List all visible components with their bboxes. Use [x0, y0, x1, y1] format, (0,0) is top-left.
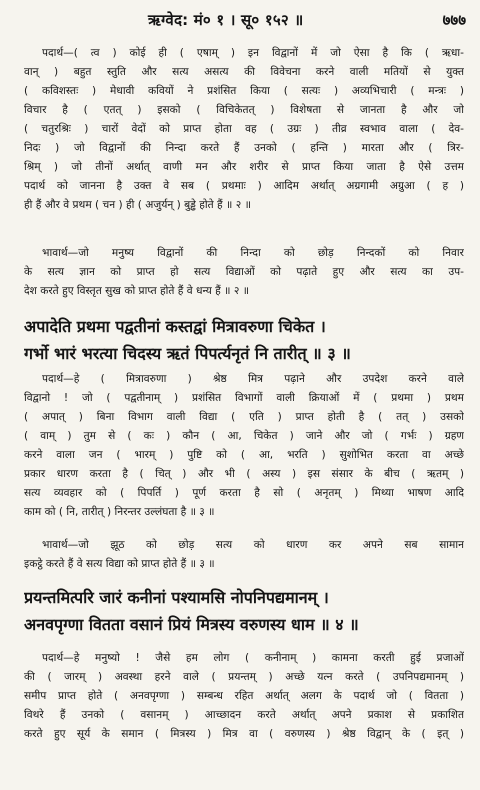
text-line: भावार्थ—जो मनुष्य विद्वानों की निन्दा को छोड़ निन्दकों को निवार [42, 247, 464, 259]
text-line: विद्वानो ! जो ( पद्वतीनाम् ) प्रशंसित विभागों वाली क्रियाओं में ( प्रथमा ) प्रथम [24, 392, 464, 404]
bhavartha-verse-2 [24, 244, 464, 301]
text-line: भावार्थ—जो झूठ को छोड़ सत्य को धारण कर अपने सब सामान [42, 539, 464, 551]
padartha-verse-3 [24, 370, 464, 522]
mantra-line: प्रयन्तमित्परि जारं कनीनां पश्यामसि नोपनिपद्यमानम् । [24, 588, 329, 607]
text-line: ही हैं और वे प्रथम ( चन ) ही ( अजुर्यन् ) बुड्ढे होते हैं ॥ २ ॥ [24, 199, 251, 211]
padartha-verse-4 [24, 649, 464, 744]
text-line: ( चतुरश्रिः ) चारों वेदों को प्राप्त होता वह ( उग्रः ) तीव्र स्वभाव वाला ( देव- [24, 123, 464, 135]
text-line: पदार्थ को जानना है उक्त वे सब ( प्रथमाः ) आदिम अर्थात् अग्रगामी अग्रुआ ( ह ) [24, 180, 464, 192]
text-line: ( वाम् ) तुम से ( कः ) कौन ( आ, चिकेत ) जाने और जो ( गर्भः ) ग्रहण [24, 430, 464, 442]
running-title: ऋग्वेद: मं० १ । सू० १५२ ॥ [148, 11, 304, 29]
padartha-verse-2 [24, 44, 464, 215]
mantra-line: अपादेति प्रथमा पद्वतीनां कस्तद्वां मित्रावरुणा चिकेत । [24, 317, 326, 336]
text-line: पदार्थ—हे ( मित्रावरुणा ) श्रेष्ठ मित्र पढ़ाने और उपदेश करने वाले [42, 373, 464, 385]
text-line: ( अपात् ) बिना विभाग वाली विद्या ( एति ) प्राप्त होती है ( तत् ) उसको [24, 411, 464, 423]
text-line: पदार्थ—( त्व ) कोई ही ( एषाम् ) इन विद्वानों में जो ऐसा है कि ( ऋधा- [42, 47, 464, 59]
text-line: करते हुए सूर्य के समान ( मित्रस्य ) मित्र वा ( वरुणस्य ) श्रेष्ठ विद्वान् के ( इत् ) [24, 728, 464, 740]
text-line: समीप प्राप्त होते ( अनवपृग्णा ) सम्बन्ध रहित अर्थात् अलग के पदार्थ जो ( वितता ) [24, 690, 464, 702]
text-line: श्रिम् ) जो तीनों अर्थात् वाणी मन और शरीर से प्राप्त किया जाता है ऐसे उत्तम [24, 161, 464, 173]
text-line: करने वाला जन ( भारम् ) पुष्टि को ( आ, भरति ) सुशोभित करता वा अच्छे [24, 449, 464, 461]
text-line: सत्य व्यवहार को ( पिपर्ति ) पूर्ण करता है सो ( अनृतम् ) मिथ्या भाषण आदि [24, 487, 464, 499]
text-line: प्रकार धारण करता है ( चित् ) और भी ( अस्य ) इस संसार के बीच ( ऋतम् ) [24, 468, 464, 480]
text-line: विथरे हैं उनको ( वसानम् ) आच्छादन करते अर्थात् अपने प्रकाश से प्रकाशित [24, 709, 464, 721]
page-header [0, 6, 480, 34]
text-line: के सत्य ज्ञान को प्राप्त हो सत्य विद्याओं को पढ़ाते हुए और सत्य का उप- [24, 266, 464, 278]
bhavartha-verse-3 [24, 536, 464, 574]
text-line: की ( जारम् ) अवस्था हरने वाले ( प्रयन्तम् ) अच्छे यत्न करते ( उपनिपद्यमानम् ) [24, 671, 464, 683]
text-line: देश करते हुए विस्तृत सुख को प्राप्त होते हैं वे धन्य हैं ॥ २ ॥ [24, 285, 250, 297]
text-line: विचार है ( एतत् ) इसको ( विचिकेतत् ) विशेषता से जानता है और जो [24, 104, 464, 116]
mantra-verse-3 [24, 313, 464, 367]
text-line: पदार्थ—हे मनुष्यो ! जैसे हम लोग ( कनीनाम् ) कामना करती हुई प्रजाओं [42, 652, 464, 664]
text-line: निदः ) जो विद्वानों की निन्दा करते हैं उनको ( हन्ति ) मारता और ( त्रिर- [24, 142, 464, 154]
page-number: ७७७ [442, 11, 466, 29]
mantra-line: गर्भो भारं भरत्या चिदस्य ऋतं पिपर्त्यनृतं नि तारीत् ॥ ३ ॥ [24, 344, 351, 363]
text-line: वान् ) बहुत स्तुति और सत्य असत्य की विवेचना करने वाली मतियों से युक्त [24, 66, 464, 78]
mantra-verse-4 [24, 584, 464, 638]
mantra-line: अनवपृग्णा वितता वसानं प्रियं मित्रस्य वरुणस्य धाम ॥ ४ ॥ [24, 615, 359, 634]
text-line: ( कविशस्तः ) मेधावी कवियों ने प्रशंसित किया ( सत्यः ) अव्यभिचारी ( मन्त्रः ) [24, 85, 464, 97]
text-line: इकट्ठे करते हैं वे सत्य विद्या को प्राप्त होते हैं ॥ ३ ॥ [24, 558, 215, 570]
text-line: काम को ( नि, तारीत् ) निरन्तर उल्लंघता है ॥ ३ ॥ [24, 506, 215, 518]
